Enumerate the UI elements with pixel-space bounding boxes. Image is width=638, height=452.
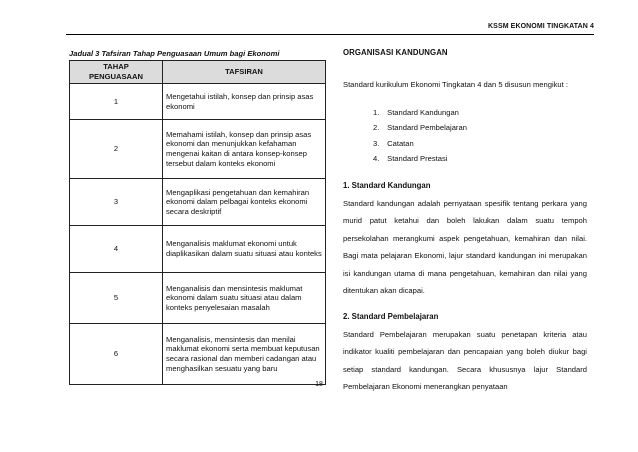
table-header-row (70, 61, 326, 84)
table-row (70, 226, 326, 273)
level-cell: 6 (70, 324, 163, 385)
table-row (70, 179, 326, 226)
table-row (70, 84, 326, 120)
col-header-tafsiran: TAFSIRAN (163, 61, 326, 84)
list-item: 2. Standard Pembelajaran (373, 123, 467, 133)
intro-paragraph: Standard kurikulum Ekonomi Tingkatan 4 dan 5 disusun mengikut : (343, 80, 568, 89)
section1-title: 1. Standard Kandungan (343, 181, 431, 190)
desc-cell: Memahami istilah, konsep dan prinsip asas ekonomi dan menunjukkan kefahaman mengenai kaitan di antara konsep-konsep tersebut dalam konteks ekonomi (163, 120, 326, 179)
organisasi-section (343, 48, 587, 392)
header-title: KSSM EKONOMI TINGKATAN 4 (488, 23, 594, 30)
table-section (69, 49, 326, 385)
list-item: 3. Catatan (373, 138, 414, 148)
component-list (373, 105, 467, 166)
desc-cell: Mengaplikasi pengetahuan dan kemahiran ekonomi dalam pelbagai konteks ekonomi secara deskriptif (163, 179, 326, 226)
level-cell: 5 (70, 273, 163, 324)
desc-cell: Mengetahui istilah, konsep dan prinsip asas ekonomi (163, 84, 326, 120)
header-rule (66, 34, 594, 35)
section-heading: ORGANISASI KANDUNGAN (343, 48, 448, 57)
level-cell: 2 (70, 120, 163, 179)
desc-cell: Menganalisis maklumat ekonomi untuk diaplikasikan dalam suatu situasi atau konteks (163, 226, 326, 273)
table-caption: Jadual 3 Tafsiran Tahap Penguasaan Umum bagi Ekonomi (69, 49, 280, 58)
level-cell: 4 (70, 226, 163, 273)
tafsiran-table (69, 60, 326, 385)
level-cell: 1 (70, 84, 163, 120)
desc-cell: Menganalisis dan mensintesis maklumat ekonomi dalam suatu situasi atau dalam konteks penyelesaian masalah (163, 273, 326, 324)
col-header-tahap: TAHAP PENGUASAAN (70, 61, 163, 84)
section2-title: 2. Standard Pembelajaran (343, 312, 439, 321)
page-header (0, 0, 638, 40)
list-item: 1. Standard Kandungan (373, 108, 459, 117)
table-row (70, 273, 326, 324)
table-row (70, 120, 326, 179)
section2-paragraph: Standard Pembelajaran merupakan suatu penetapan kriteria atau indikator kualiti pembelajaran dan pencapaian yang boleh diukur bagi setiap standard kandungan. Secara khususnya lajur Standard Pembelajaran Ekonomi menerangkan penyataan (343, 330, 587, 392)
level-cell: 3 (70, 179, 163, 226)
page-number: 18 (315, 381, 323, 388)
list-item: 4. Standard Prestasi (373, 153, 448, 163)
section1-paragraph: Standard kandungan adalah pernyataan spesifik tentang perkara yang murid patut ketahui dan boleh lakukan dalam suatu tempoh persekolahan merangkumi aspek pengetahuan, kemahiran dan nilai. Bagi mata pelajaran Ekonomi, lajur standard kandungan ini merupakan isi kandungan utama di mana pengetahuan, kemahiran dan nilai yang ditentukan akan dicapai. (343, 199, 587, 296)
table-row (70, 324, 326, 385)
desc-cell: Menganalisis, mensintesis dan menilai maklumat ekonomi serta membuat keputusan secara rasional dan memberi cadangan atau menghasilkan sesuatu yang baru (163, 324, 326, 385)
